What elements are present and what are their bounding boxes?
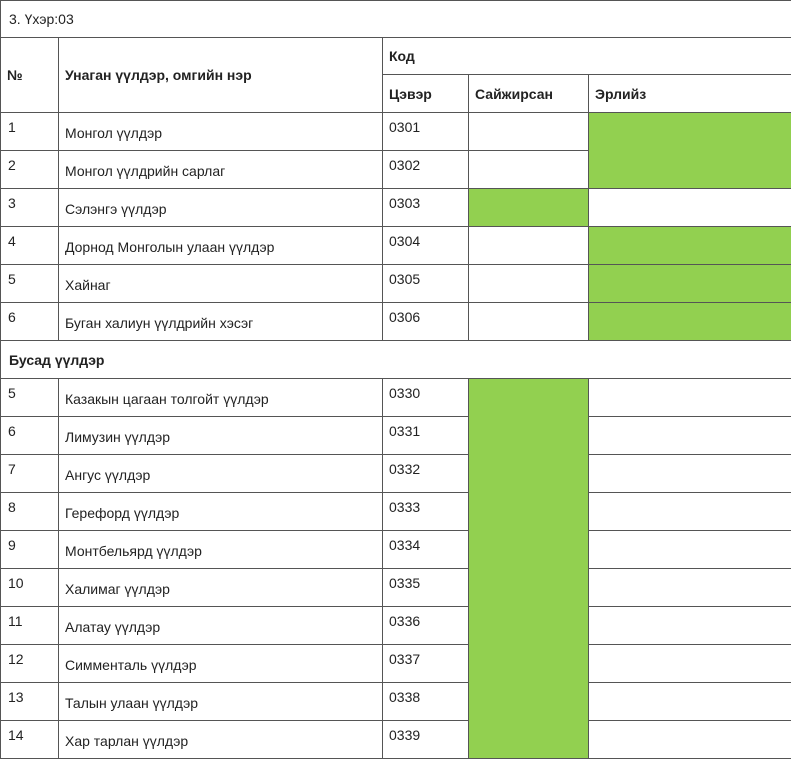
table-row: [1, 607, 791, 645]
crossbred-cell: [589, 493, 791, 531]
improved-cell: [469, 265, 589, 303]
header-code-group: Код: [383, 38, 791, 75]
improved-cell-highlight: [469, 189, 589, 227]
breed-code: 0338: [383, 683, 469, 721]
crossbred-cell: [589, 683, 791, 721]
improved-cell: [469, 227, 589, 265]
table-row: [1, 265, 791, 303]
header-improved: Сайжирсан: [469, 75, 589, 113]
row-number: 6: [1, 303, 59, 341]
header-pure: Цэвэр: [383, 75, 469, 113]
breed-code: 0335: [383, 569, 469, 607]
row-number: 14: [1, 721, 59, 759]
table-row: [1, 417, 791, 455]
breed-code: 0331: [383, 417, 469, 455]
improved-cell: [469, 151, 589, 189]
header-crossbred: Эрлийз: [589, 75, 791, 113]
table-row: [1, 189, 791, 227]
breed-code: 0306: [383, 303, 469, 341]
crossbred-cell: [589, 721, 791, 759]
breed-code: 0330: [383, 379, 469, 417]
breed-name: Дорнод Монголын улаан үүлдэр: [59, 227, 383, 265]
crossbred-cell-highlight: [589, 303, 791, 341]
table-row: [1, 683, 791, 721]
breed-name: Монтбельярд үүлдэр: [59, 531, 383, 569]
table-row: [1, 531, 791, 569]
crossbred-cell-highlight: [589, 113, 791, 189]
row-number: 12: [1, 645, 59, 683]
breed-name: Монгол үүлдэр: [59, 113, 383, 151]
header-name: Унаган үүлдэр, омгийн нэр: [59, 38, 383, 113]
row-number: 5: [1, 265, 59, 303]
row-number: 5: [1, 379, 59, 417]
table-row: [1, 379, 791, 417]
crossbred-cell: [589, 645, 791, 683]
section-other-breeds: Бусад үүлдэр: [1, 341, 791, 379]
crossbred-cell: [589, 455, 791, 493]
crossbred-cell: [589, 189, 791, 227]
table-row: [1, 569, 791, 607]
table-row: [1, 227, 791, 265]
breed-code: 0336: [383, 607, 469, 645]
breed-name: Монгол үүлдрийн сарлаг: [59, 151, 383, 189]
breed-code: 0334: [383, 531, 469, 569]
breed-code: 0333: [383, 493, 469, 531]
row-number: 4: [1, 227, 59, 265]
crossbred-cell: [589, 569, 791, 607]
crossbred-cell-highlight: [589, 227, 791, 265]
breed-code: 0339: [383, 721, 469, 759]
row-number: 3: [1, 189, 59, 227]
table-title: 3. Үхэр:03: [1, 1, 791, 38]
row-number: 7: [1, 455, 59, 493]
improved-cell: [469, 303, 589, 341]
row-number: 9: [1, 531, 59, 569]
table-row: [1, 113, 791, 151]
breed-name: Хайнаг: [59, 265, 383, 303]
crossbred-cell: [589, 531, 791, 569]
crossbred-cell: [589, 379, 791, 417]
breed-code: 0302: [383, 151, 469, 189]
row-number: 8: [1, 493, 59, 531]
breed-name: Алатау үүлдэр: [59, 607, 383, 645]
row-number: 2: [1, 151, 59, 189]
row-number: 1: [1, 113, 59, 151]
header-number: №: [1, 38, 59, 113]
row-number: 11: [1, 607, 59, 645]
crossbred-cell: [589, 607, 791, 645]
breed-code: 0303: [383, 189, 469, 227]
breed-code: 0337: [383, 645, 469, 683]
improved-cell: [469, 113, 589, 151]
table-row: [1, 303, 791, 341]
breed-code: 0304: [383, 227, 469, 265]
breed-name: Буган халиун үүлдрийн хэсэг: [59, 303, 383, 341]
table-row: [1, 455, 791, 493]
row-number: 6: [1, 417, 59, 455]
breed-name: Герефорд үүлдэр: [59, 493, 383, 531]
breed-name: Казакын цагаан толгойт үүлдэр: [59, 379, 383, 417]
crossbred-cell-highlight: [589, 265, 791, 303]
breed-name: Лимузин үүлдэр: [59, 417, 383, 455]
breed-name: Симменталь үүлдэр: [59, 645, 383, 683]
crossbred-cell: [589, 417, 791, 455]
table-row: [1, 645, 791, 683]
table-row: [1, 721, 791, 759]
row-number: 10: [1, 569, 59, 607]
breed-name: Хар тарлан үүлдэр: [59, 721, 383, 759]
breed-name: Сэлэнгэ үүлдэр: [59, 189, 383, 227]
row-number: 13: [1, 683, 59, 721]
table-row: [1, 493, 791, 531]
breed-code: 0305: [383, 265, 469, 303]
breed-name: Халимаг үүлдэр: [59, 569, 383, 607]
breed-name: Ангус үүлдэр: [59, 455, 383, 493]
improved-column-highlight: [469, 379, 589, 759]
breed-code: 0332: [383, 455, 469, 493]
breed-name: Талын улаан үүлдэр: [59, 683, 383, 721]
breed-code: 0301: [383, 113, 469, 151]
